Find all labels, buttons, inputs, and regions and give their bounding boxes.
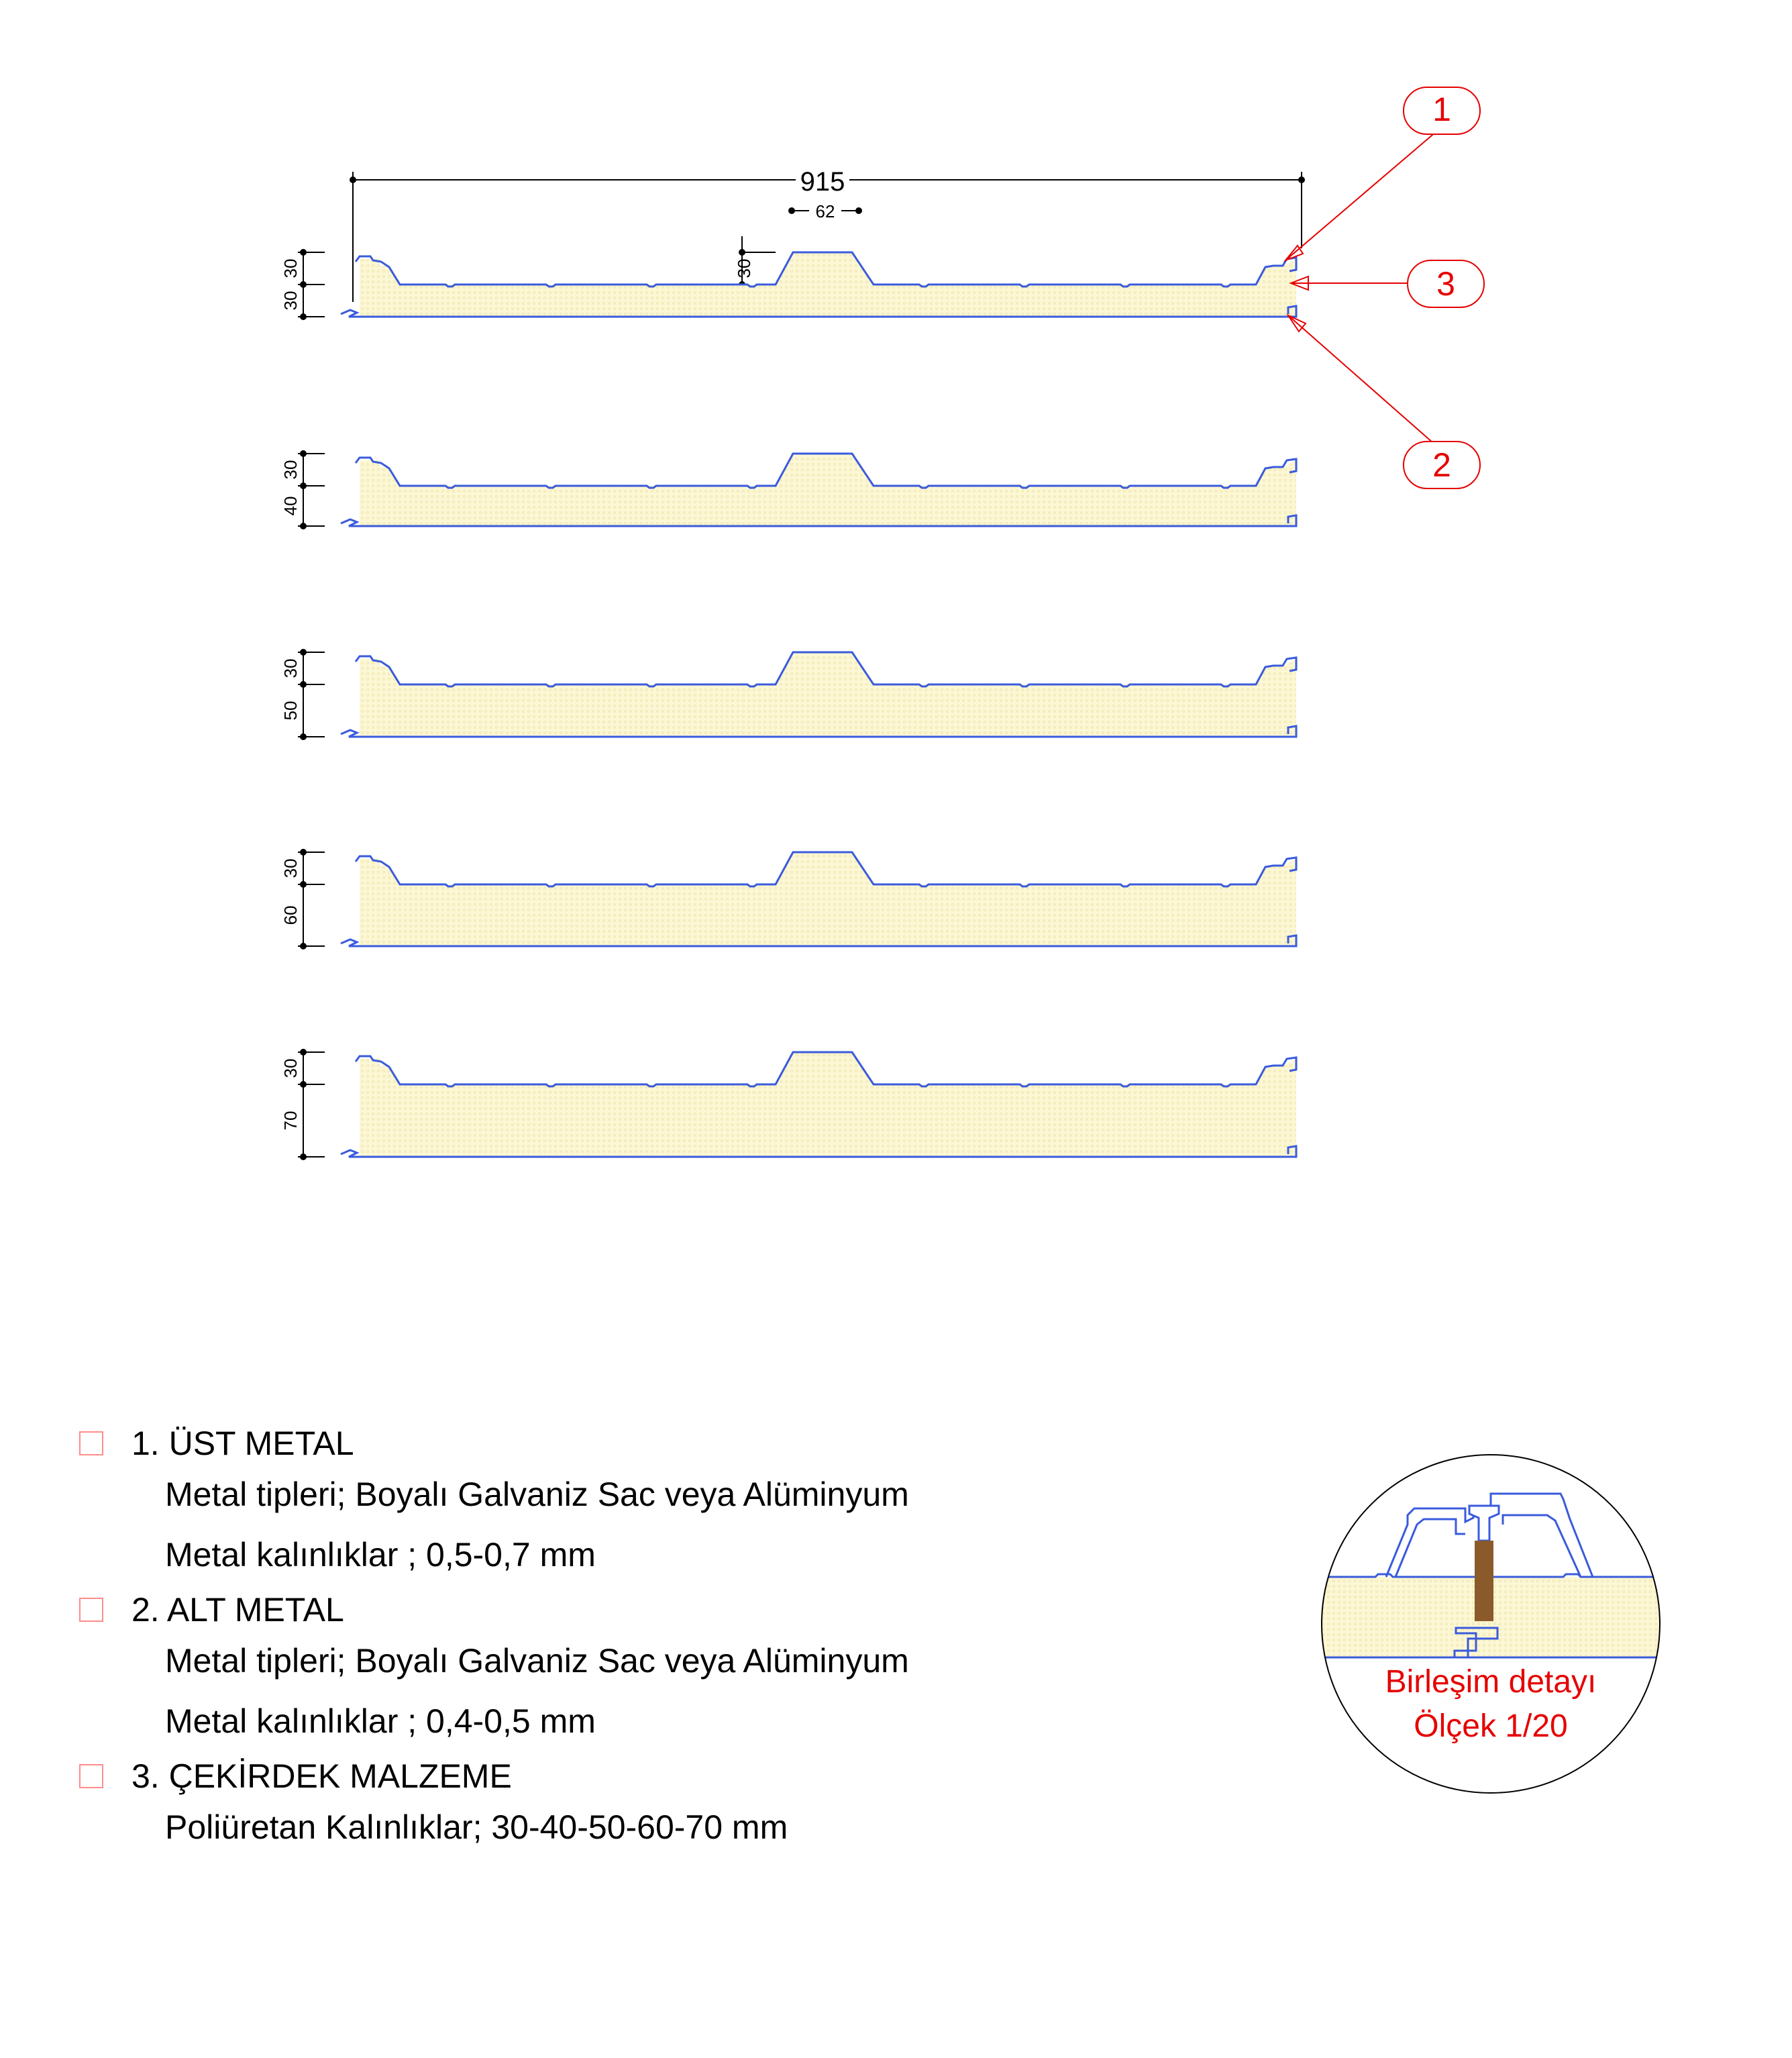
rib-thickness-label: 30 xyxy=(280,1058,301,1078)
panel-section-50 xyxy=(280,650,1296,739)
detail-scale: Ölçek 1/20 xyxy=(1414,1708,1568,1744)
legend-title: 1. ÜST METAL xyxy=(131,1425,354,1462)
panel-section-60 xyxy=(280,850,1296,949)
core-fill xyxy=(360,852,1296,946)
detail-title: Birleşim detayı xyxy=(1385,1664,1597,1700)
core-fill xyxy=(360,652,1296,737)
thickness-dimension xyxy=(298,1049,325,1160)
checkbox-square-icon xyxy=(79,1764,103,1788)
thickness-dimension xyxy=(298,650,325,739)
svg-text:2: 2 xyxy=(1432,446,1451,484)
checkbox-square-icon xyxy=(79,1431,103,1455)
checkbox-square-icon xyxy=(79,1598,103,1622)
svg-text:1: 1 xyxy=(1432,91,1451,128)
legend-line: Poliüretan Kalınlıklar; 30-40-50-60-70 mm xyxy=(165,1808,788,1846)
legend-item-core xyxy=(79,1755,1086,1857)
panel-section-70 xyxy=(280,1049,1296,1160)
svg-text:3: 3 xyxy=(1436,265,1455,303)
thickness-dimension xyxy=(298,850,325,949)
thickness-dimension xyxy=(298,250,325,319)
panel-section-40 xyxy=(280,451,1296,529)
legend-item-top-metal xyxy=(79,1423,1086,1585)
core-thickness-label: 40 xyxy=(280,496,301,516)
callout-2 xyxy=(1404,442,1480,488)
overall-width-label: 915 xyxy=(800,167,845,197)
material-legend xyxy=(79,1423,1086,1860)
core-thickness-label: 70 xyxy=(280,1111,301,1131)
legend-line: Metal kalınlıklar ; 0,4-0,5 mm xyxy=(165,1702,596,1740)
legend-title: 3. ÇEKİRDEK MALZEME xyxy=(131,1757,512,1795)
panel-section-30 xyxy=(280,250,1296,319)
rib-width-label: 62 xyxy=(815,201,835,221)
rib-thickness-label: 30 xyxy=(280,658,301,678)
rib-height-label: 30 xyxy=(734,258,754,278)
callout-1 xyxy=(1404,87,1480,134)
rib-thickness-label: 30 xyxy=(280,258,301,278)
joint-detail xyxy=(1315,1455,1671,1793)
core-fill xyxy=(360,454,1296,526)
core-thickness-label: 60 xyxy=(280,905,301,925)
legend-item-bottom-metal xyxy=(79,1589,1086,1751)
core-fill xyxy=(360,1052,1296,1157)
legend-line: Metal tipleri; Boyalı Galvaniz Sac veya Alüminyum xyxy=(165,1642,909,1680)
core-thickness-label: 30 xyxy=(280,291,301,311)
rib-thickness-label: 30 xyxy=(280,460,301,480)
callout-3 xyxy=(1408,260,1484,307)
thickness-dimension xyxy=(298,451,325,529)
legend-line: Metal tipleri; Boyalı Galvaniz Sac veya Alüminyum xyxy=(165,1476,909,1513)
legend-line: Metal kalınlıklar ; 0,5-0,7 mm xyxy=(165,1536,596,1574)
core-thickness-label: 50 xyxy=(280,701,301,721)
legend-title: 2. ALT METAL xyxy=(131,1591,344,1629)
rib-thickness-label: 30 xyxy=(280,858,301,878)
